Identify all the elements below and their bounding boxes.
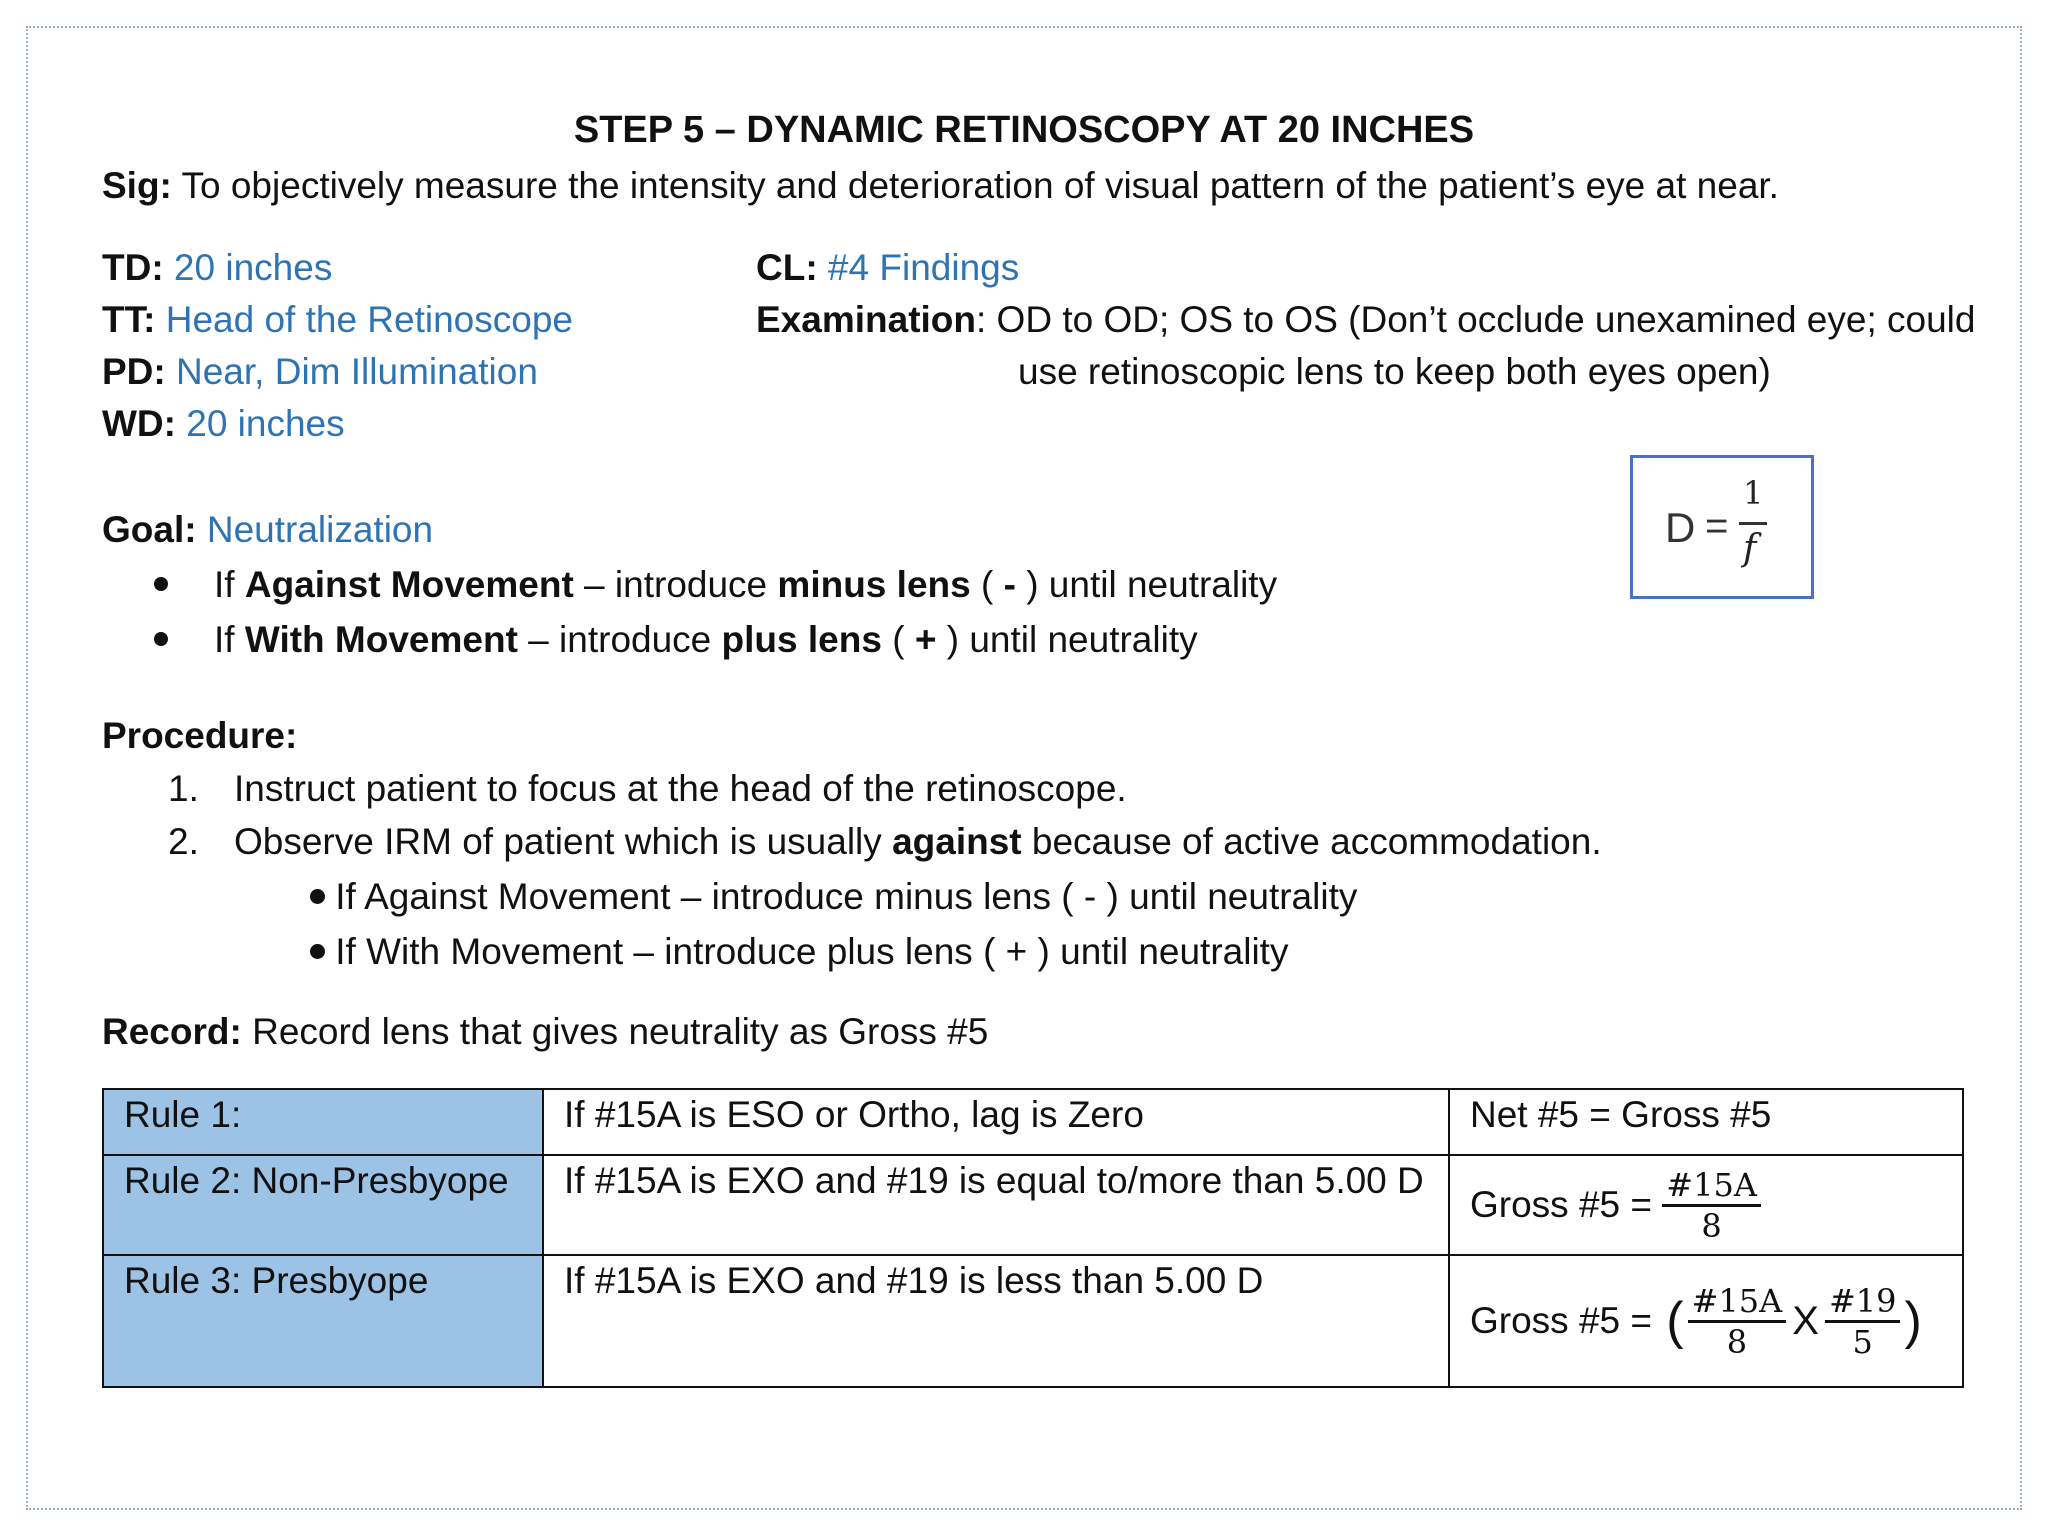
rule-cell: Rule 3: Presbyope	[103, 1255, 543, 1387]
record-text: Record lens that gives neutrality as Gross #5	[241, 1011, 989, 1052]
step-number: 2.	[168, 821, 199, 862]
sig-label: Sig:	[102, 165, 172, 206]
fraction: $\frac{\#15A}{8}$	[1688, 1282, 1787, 1361]
procedure-label: Procedure:	[102, 715, 298, 756]
field-td	[102, 246, 332, 290]
diopter-formula-box	[1630, 455, 1814, 599]
field-value: 20 inches	[175, 403, 345, 444]
field-label: TT:	[102, 299, 156, 340]
field-label: CL:	[756, 247, 818, 288]
procedure-step: Observe IRM of patient which is usually against because of active accommodation.	[234, 821, 1602, 862]
fraction: $\frac{\#19}{5}$	[1825, 1282, 1901, 1361]
formula-equals: =	[1705, 504, 1729, 548]
sig-text: To objectively measure the intensity and deterioration of visual pattern of the patient’s eye at near.	[171, 165, 1779, 206]
table-row	[103, 1255, 1963, 1387]
result-cell: Gross #5 = $\frac{\#15A}{8}$	[1449, 1155, 1963, 1255]
record-label: Record:	[102, 1011, 242, 1052]
field-tt	[102, 298, 573, 342]
field-cl	[756, 246, 1019, 290]
field-label: TD:	[102, 247, 164, 288]
field-value: 20 inches	[163, 247, 333, 288]
field-value: #4 Findings	[817, 247, 1020, 288]
procedure-step: Instruct patient to focus at the head of the retinoscope.	[234, 768, 1127, 809]
condition-cell: If #15A is EXO and #19 is less than 5.00 D	[543, 1255, 1449, 1387]
table-row	[103, 1155, 1963, 1255]
bullet-icon	[154, 577, 168, 591]
examination-continued: use retinoscopic lens to keep both eyes open)	[1018, 351, 1771, 392]
formula-denominator: f	[1743, 528, 1757, 569]
formula-lhs: D	[1665, 504, 1696, 551]
bullet-icon	[310, 889, 325, 904]
goal-bullet: If Against Movement – introduce minus lens ( - ) until neutrality	[154, 563, 1277, 607]
bullet-icon	[154, 632, 168, 646]
field-pd	[102, 350, 538, 394]
goal-value: Neutralization	[196, 509, 434, 550]
goal-bullet: If With Movement – introduce plus lens ( + ) until neutrality	[154, 618, 1198, 662]
result-cell: Net #5 = Gross #5	[1449, 1089, 1963, 1155]
procedure-sub-bullet: If With Movement – introduce plus lens ( + ) until neutrality	[310, 930, 1288, 974]
step-number: 1.	[168, 768, 199, 809]
field-label: WD:	[102, 403, 176, 444]
rules-table	[102, 1088, 1964, 1388]
field-label: Examination	[756, 299, 976, 340]
result-cell: Gross #5 = ( $\frac{\#15A}{8}$ X $\frac{\#19}{5}$ )	[1449, 1255, 1963, 1387]
field-wd	[102, 402, 345, 446]
field-value: Near, Dim Illumination	[165, 351, 538, 392]
table-row	[103, 1089, 1963, 1155]
rule-cell: Rule 2: Non-Presbyope	[103, 1155, 543, 1255]
page-title: STEP 5 – DYNAMIC RETINOSCOPY AT 20 INCHES	[573, 109, 1475, 151]
goal-label: Goal:	[102, 509, 197, 550]
bullet-icon	[310, 944, 325, 959]
field-label: PD:	[102, 351, 166, 392]
field-value: Head of the Retinoscope	[155, 299, 573, 340]
condition-cell: If #15A is ESO or Ortho, lag is Zero	[543, 1089, 1449, 1155]
fraction: $\frac{\#15A}{8}$	[1662, 1166, 1761, 1245]
record-line	[102, 1010, 988, 1054]
fraction-bar	[1739, 522, 1767, 525]
sig-line	[102, 164, 1779, 208]
field-examination	[756, 298, 1975, 342]
field-value: : OD to OD; OS to OS (Don’t occlude unexamined eye; could	[976, 299, 1976, 340]
procedure-sub-bullet: If Against Movement – introduce minus lens ( - ) until neutrality	[310, 875, 1357, 919]
rule-cell: Rule 1:	[103, 1089, 543, 1155]
condition-cell: If #15A is EXO and #19 is equal to/more than 5.00 D	[543, 1155, 1449, 1255]
formula-numerator: 1	[1743, 474, 1764, 512]
goal-line	[102, 508, 433, 552]
